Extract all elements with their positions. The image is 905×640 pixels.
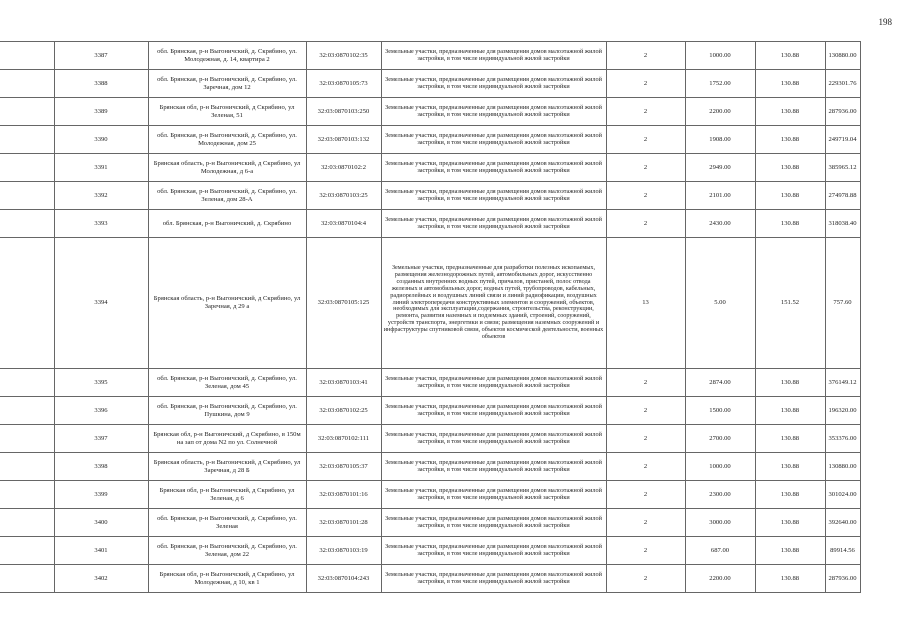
cadastral-number-cell: 32:03:0870103:19 — [306, 537, 381, 565]
address-cell: Брянская область, р-н Выгоничский, д Скрябино, ул Молодежная, д 6-а — [148, 154, 306, 182]
row-number-cell: 3389 — [54, 98, 148, 126]
area-cell: 2949.00 — [685, 154, 755, 182]
table-row — [0, 182, 860, 210]
cadastral-number-cell: 32:03:0870105:125 — [306, 238, 381, 369]
specific-value-cell: 151.52 — [755, 238, 825, 369]
margin-cell — [0, 210, 54, 238]
row-number-cell: 3397 — [54, 425, 148, 453]
row-number-cell: 3398 — [54, 453, 148, 481]
margin-cell — [0, 369, 54, 397]
use-group-cell: 2 — [606, 397, 685, 425]
specific-value-cell: 130.88 — [755, 481, 825, 509]
specific-value-cell: 130.88 — [755, 397, 825, 425]
land-use-cell: Земельные участки, предназначенные для размещения домов малоэтажной жилой застройки, в том числе индивидуальной жилой застройки — [381, 397, 606, 425]
cadastral-number-cell: 32:03:0870103:25 — [306, 182, 381, 210]
row-number-cell: 3391 — [54, 154, 148, 182]
table-row — [0, 238, 860, 369]
margin-cell — [0, 453, 54, 481]
use-group-cell: 13 — [606, 238, 685, 369]
margin-cell — [0, 70, 54, 98]
use-group-cell: 2 — [606, 369, 685, 397]
table-row — [0, 453, 860, 481]
row-number-cell: 3392 — [54, 182, 148, 210]
row-number-cell: 3387 — [54, 42, 148, 70]
address-cell: Брянская область, р-н Выгоничский, д Скрябино, ул Заречная, д 28 Б — [148, 453, 306, 481]
land-use-cell: Земельные участки, предназначенные для размещения домов малоэтажной жилой застройки, в том числе индивидуальной жилой застройки — [381, 210, 606, 238]
margin-cell — [0, 537, 54, 565]
table-row — [0, 509, 860, 537]
area-cell: 1752.00 — [685, 70, 755, 98]
area-cell: 2300.00 — [685, 481, 755, 509]
cadastral-value-cell: 287936.00 — [825, 565, 860, 593]
land-use-cell: Земельные участки, предназначенные для размещения домов малоэтажной жилой застройки, в том числе индивидуальной жилой застройки — [381, 565, 606, 593]
use-group-cell: 2 — [606, 210, 685, 238]
cadastral-value-cell: 318038.40 — [825, 210, 860, 238]
area-cell: 2200.00 — [685, 98, 755, 126]
specific-value-cell: 130.88 — [755, 42, 825, 70]
margin-cell — [0, 509, 54, 537]
margin-cell — [0, 425, 54, 453]
specific-value-cell: 130.88 — [755, 425, 825, 453]
cadastral-number-cell: 32:03:0870102:35 — [306, 42, 381, 70]
row-number-cell: 3388 — [54, 70, 148, 98]
cadastral-number-cell: 32:03:0870102:111 — [306, 425, 381, 453]
land-use-cell: Земельные участки, предназначенные для размещения домов малоэтажной жилой застройки, в том числе индивидуальной жилой застройки — [381, 537, 606, 565]
row-number-cell: 3393 — [54, 210, 148, 238]
use-group-cell: 2 — [606, 126, 685, 154]
row-number-cell: 3396 — [54, 397, 148, 425]
cadastral-value-table — [0, 41, 861, 593]
area-cell: 3000.00 — [685, 509, 755, 537]
cadastral-value-cell: 385965.12 — [825, 154, 860, 182]
cadastral-value-cell: 353376.00 — [825, 425, 860, 453]
area-cell: 5.00 — [685, 238, 755, 369]
margin-cell — [0, 42, 54, 70]
margin-cell — [0, 397, 54, 425]
cadastral-value-cell: 130880.00 — [825, 453, 860, 481]
margin-cell — [0, 126, 54, 154]
land-use-cell: Земельные участки, предназначенные для размещения домов малоэтажной жилой застройки, в том числе индивидуальной жилой застройки — [381, 70, 606, 98]
margin-cell — [0, 481, 54, 509]
specific-value-cell: 130.88 — [755, 182, 825, 210]
address-cell: обл. Брянская, р-н Выгоничский, д. Скрябино, ул. Молодежная, дом 25 — [148, 126, 306, 154]
land-use-cell: Земельные участки, предназначенные для размещения домов малоэтажной жилой застройки, в том числе индивидуальной жилой застройки — [381, 425, 606, 453]
margin-cell — [0, 182, 54, 210]
address-cell: обл. Брянская, р-н Выгоничский, д. Скрябино — [148, 210, 306, 238]
row-number-cell: 3402 — [54, 565, 148, 593]
area-cell: 1000.00 — [685, 453, 755, 481]
area-cell: 2101.00 — [685, 182, 755, 210]
address-cell: обл. Брянская, р-н Выгоничский, д. Скрябино, ул. Зеленая, дом 28-А — [148, 182, 306, 210]
table-row — [0, 397, 860, 425]
address-cell: обл. Брянская, р-н Выгоничский, д. Скрябино, ул. Пушкина, дом 9 — [148, 397, 306, 425]
margin-cell — [0, 565, 54, 593]
specific-value-cell: 130.88 — [755, 210, 825, 238]
cadastral-number-cell: 32:03:0870105:73 — [306, 70, 381, 98]
land-use-cell: Земельные участки, предназначенные для размещения домов малоэтажной жилой застройки, в том числе индивидуальной жилой застройки — [381, 453, 606, 481]
area-cell: 2700.00 — [685, 425, 755, 453]
land-use-cell: Земельные участки, предназначенные для размещения домов малоэтажной жилой застройки, в том числе индивидуальной жилой застройки — [381, 481, 606, 509]
cadastral-value-cell: 392640.00 — [825, 509, 860, 537]
specific-value-cell: 130.88 — [755, 453, 825, 481]
specific-value-cell: 130.88 — [755, 70, 825, 98]
row-number-cell: 3390 — [54, 126, 148, 154]
land-use-cell: Земельные участки, предназначенные для размещения домов малоэтажной жилой застройки, в том числе индивидуальной жилой застройки — [381, 126, 606, 154]
land-use-cell: Земельные участки, предназначенные для разработки полезных ископаемых, размещения железнодорожных путей, автомобильных дорог, искусственно созданных внутренних водных путей, причалов, пристаней, полос отвода железных и автомобильных дорог, водных путей, трубопроводов, кабельных, радиорелейных и воздушных линий связи и линий радиофикации, воздушных линий электропередачи конструктивных элементов и сооружений, объектов, необходимых для эксплуатации,содержания, строительства, реконструкции, ремонта, развития наземных и подземных зданий, строений, сооружений, устройств транспорта, энергетики и связи; размещения наземных сооружений и инфраструктуры спутниковой связи, объектов космической деятельности, военных объектов — [381, 238, 606, 369]
use-group-cell: 2 — [606, 42, 685, 70]
land-use-cell: Земельные участки, предназначенные для размещения домов малоэтажной жилой застройки, в том числе индивидуальной жилой застройки — [381, 154, 606, 182]
specific-value-cell: 130.88 — [755, 126, 825, 154]
land-use-cell: Земельные участки, предназначенные для размещения домов малоэтажной жилой застройки, в том числе индивидуальной жилой застройки — [381, 509, 606, 537]
page-number: 198 — [878, 17, 892, 27]
specific-value-cell: 130.88 — [755, 369, 825, 397]
cadastral-value-cell: 376149.12 — [825, 369, 860, 397]
use-group-cell: 2 — [606, 537, 685, 565]
specific-value-cell: 130.88 — [755, 565, 825, 593]
cadastral-value-cell: 287936.00 — [825, 98, 860, 126]
cadastral-value-cell: 130880.00 — [825, 42, 860, 70]
area-cell: 2430.00 — [685, 210, 755, 238]
cadastral-number-cell: 32:03:0870104:243 — [306, 565, 381, 593]
address-cell: Брянская область, р-н Выгоничский, д Скрябино, ул Заречная, д 29 а — [148, 238, 306, 369]
cadastral-number-cell: 32:03:0870102:25 — [306, 397, 381, 425]
row-number-cell: 3394 — [54, 238, 148, 369]
land-use-cell: Земельные участки, предназначенные для размещения домов малоэтажной жилой застройки, в том числе индивидуальной жилой застройки — [381, 98, 606, 126]
address-cell: Брянская обл, р-н Выгоничский, д Скрябино, ул Зеленая, 51 — [148, 98, 306, 126]
margin-cell — [0, 98, 54, 126]
table-row — [0, 537, 860, 565]
table-row — [0, 70, 860, 98]
area-cell: 1500.00 — [685, 397, 755, 425]
row-number-cell: 3400 — [54, 509, 148, 537]
area-cell: 1908.00 — [685, 126, 755, 154]
cadastral-number-cell: 32:03:0870102:2 — [306, 154, 381, 182]
table-row — [0, 42, 860, 70]
use-group-cell: 2 — [606, 98, 685, 126]
table-row — [0, 481, 860, 509]
cadastral-value-cell: 757.60 — [825, 238, 860, 369]
table-row — [0, 154, 860, 182]
use-group-cell: 2 — [606, 453, 685, 481]
area-cell: 1000.00 — [685, 42, 755, 70]
use-group-cell: 2 — [606, 481, 685, 509]
cadastral-value-cell: 196320.00 — [825, 397, 860, 425]
specific-value-cell: 130.88 — [755, 154, 825, 182]
area-cell: 687.00 — [685, 537, 755, 565]
table-row — [0, 98, 860, 126]
address-cell: Брянская обл, р-н Выгоничский, д Скрябино, ул Зеленая, д 6 — [148, 481, 306, 509]
table-row — [0, 565, 860, 593]
use-group-cell: 2 — [606, 70, 685, 98]
table-row — [0, 210, 860, 238]
land-use-cell: Земельные участки, предназначенные для размещения домов малоэтажной жилой застройки, в том числе индивидуальной жилой застройки — [381, 182, 606, 210]
use-group-cell: 2 — [606, 154, 685, 182]
specific-value-cell: 130.88 — [755, 537, 825, 565]
land-use-cell: Земельные участки, предназначенные для размещения домов малоэтажной жилой застройки, в том числе индивидуальной жилой застройки — [381, 42, 606, 70]
cadastral-value-cell: 229301.76 — [825, 70, 860, 98]
cadastral-number-cell: 32:03:0870105:37 — [306, 453, 381, 481]
area-cell: 2200.00 — [685, 565, 755, 593]
cadastral-value-cell: 301024.00 — [825, 481, 860, 509]
cadastral-number-cell: 32:03:0870101:28 — [306, 509, 381, 537]
cadastral-number-cell: 32:03:0870103:132 — [306, 126, 381, 154]
use-group-cell: 2 — [606, 182, 685, 210]
area-cell: 2874.00 — [685, 369, 755, 397]
address-cell: Брянская обл, р-н Выгоничский, д Скрябино, в 150м на зап от дома N2 по ул. Солнечной — [148, 425, 306, 453]
margin-cell — [0, 154, 54, 182]
table-row — [0, 369, 860, 397]
cadastral-value-cell: 274978.88 — [825, 182, 860, 210]
specific-value-cell: 130.88 — [755, 509, 825, 537]
address-cell: обл. Брянская, р-н Выгоничский, д. Скрябино, ул. Зеленая — [148, 509, 306, 537]
cadastral-number-cell: 32:03:0870101:16 — [306, 481, 381, 509]
cadastral-number-cell: 32:03:0870104:4 — [306, 210, 381, 238]
land-use-cell: Земельные участки, предназначенные для размещения домов малоэтажной жилой застройки, в том числе индивидуальной жилой застройки — [381, 369, 606, 397]
cadastral-number-cell: 32:03:0870103:41 — [306, 369, 381, 397]
address-cell: обл. Брянская, р-н Выгоничский, д. Скрябино, ул. Заречная, дом 12 — [148, 70, 306, 98]
cadastral-number-cell: 32:03:0870103:250 — [306, 98, 381, 126]
row-number-cell: 3399 — [54, 481, 148, 509]
use-group-cell: 2 — [606, 509, 685, 537]
row-number-cell: 3395 — [54, 369, 148, 397]
cadastral-value-cell: 249719.04 — [825, 126, 860, 154]
margin-cell — [0, 238, 54, 369]
address-cell: обл. Брянская, р-н Выгоничский, д. Скрябино, ул. Зеленая, дом 45 — [148, 369, 306, 397]
row-number-cell: 3401 — [54, 537, 148, 565]
use-group-cell: 2 — [606, 565, 685, 593]
table-row — [0, 126, 860, 154]
specific-value-cell: 130.88 — [755, 98, 825, 126]
address-cell: обл. Брянская, р-н Выгоничский, д. Скрябино, ул. Зеленая, дом 22 — [148, 537, 306, 565]
cadastral-value-cell: 89914.56 — [825, 537, 860, 565]
address-cell: обл. Брянская, р-н Выгоничский, д. Скрябино, ул. Молодежная, д. 14, квартира 2 — [148, 42, 306, 70]
use-group-cell: 2 — [606, 425, 685, 453]
table-row — [0, 425, 860, 453]
address-cell: Брянская обл, р-н Выгоничский, д Скрябино, ул Молодежная, д 10, кв 1 — [148, 565, 306, 593]
